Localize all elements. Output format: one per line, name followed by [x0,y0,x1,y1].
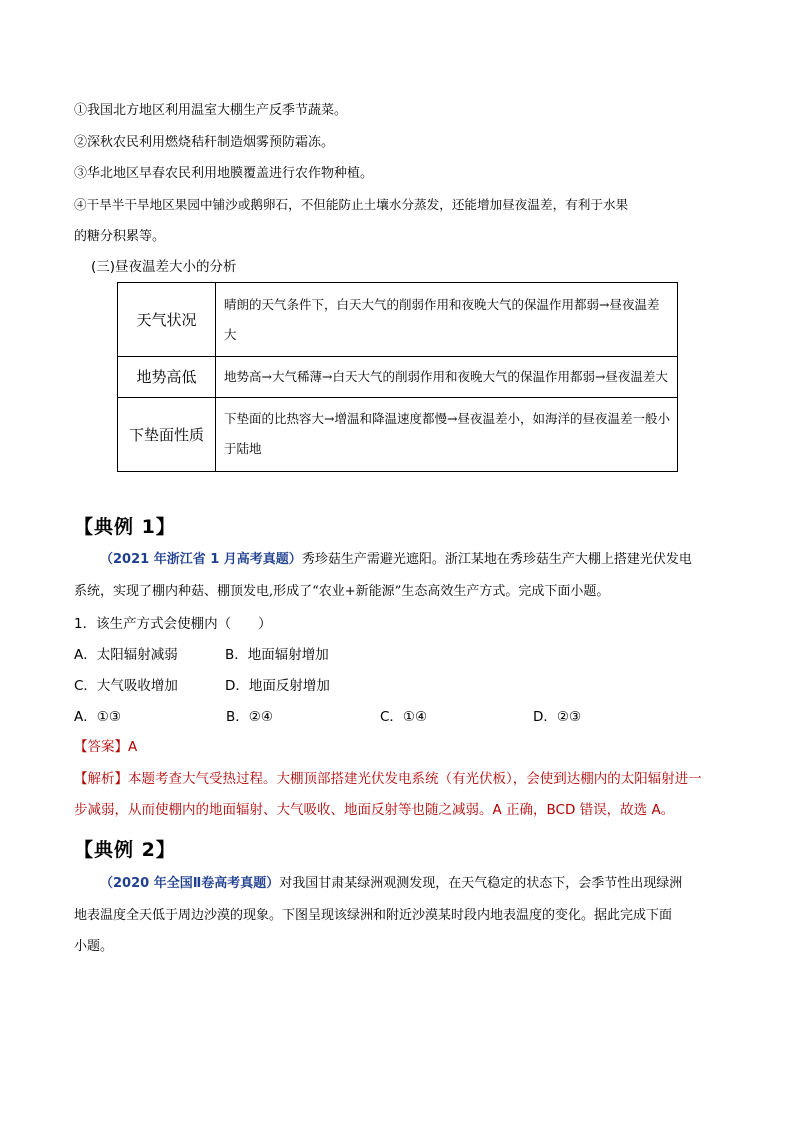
item-a: A．太阳辐射减弱 [74,647,178,663]
example-1-title: 【典例 1】 [74,516,176,538]
answer-line [74,739,137,755]
section-title: (三)昼夜温差大小的分析 [91,259,237,275]
desc-cell: 下垫面的比热容大→增温和降温速度都慢→昼夜温差小，如海洋的昼夜温差一般小于陆地 [216,397,678,471]
example-2-intro [100,876,682,892]
example-1-intro-text: 秀珍菇生产需避光遮阳。浙江某地在秀珍菇生产大棚上搭建光伏发电 [301,552,692,567]
example-2-intro-text: 对我国甘肃某绿洲观测发现，在天气稳定的状态下，会季节性出现绿洲 [279,876,683,891]
temperature-range-table [117,282,678,472]
measure-3: ③华北地区早春农民利用地膜覆盖进行农作物种植。 [74,166,374,181]
measure-2: ②深秋农民利用燃烧秸秆制造烟雾预防霜冻。 [74,135,335,150]
option-c: C．①④ [380,709,428,725]
factor-cell: 地势高低 [118,357,216,397]
desc-cell: 晴朗的天气条件下，白天大气的削弱作用和夜晚大气的保温作用都弱→昼夜温差大 [216,283,678,357]
answer-label: 【答案】 [74,739,128,755]
analysis-line1 [74,771,702,787]
measure-4-cont: 的糖分积累等。 [74,229,166,244]
example-1-question: 1．该生产方式会使棚内（ ） [74,616,272,632]
analysis-line2: 步减弱，从而使棚内的地面辐射、大气吸收、地面反射等也随之减弱。A 正确，BCD 错误，故选 A。 [74,802,675,818]
analysis-text: 本题考查大气受热过程。大棚顶部搭建光伏发电系统（有光伏板），会使到达棚内的太阳辐射进一 [128,771,702,787]
example-2-title: 【典例 2】 [74,839,176,861]
table-row [118,357,678,397]
option-d: D．②③ [533,709,582,725]
example-2-intro-line2: 地表温度全天低于周边沙漠的现象。下图呈现该绿洲和附近沙漠某时段内地表温度的变化。据此完成下面 [74,908,673,923]
factor-cell: 下垫面性质 [118,397,216,471]
example-1-source: （2021 年浙江省 1 月高考真题） [100,552,302,567]
option-a: A．①③ [74,709,121,725]
measure-4: ④干旱半干旱地区果园中铺沙或鹅卵石，不但能防止土壤水分蒸发，还能增加昼夜温差，有利于水果 [74,197,629,212]
table-row [118,397,678,471]
example-2-intro-line3: 小题。 [74,939,114,954]
desc-cell: 地势高→大气稀薄→白天大气的削弱作用和夜晚大气的保温作用都弱→昼夜温差大 [216,357,678,397]
item-c: C．大气吸收增加 [74,678,178,694]
factor-cell: 天气状况 [118,283,216,357]
table-row [118,283,678,357]
item-d: D．地面反射增加 [225,678,330,694]
item-b: B．地面辐射增加 [225,647,329,663]
example-2-source: （2020 年全国Ⅱ卷高考真题） [100,876,280,891]
option-b: B．②④ [226,709,273,725]
measure-1: ①我国北方地区利用温室大棚生产反季节蔬菜。 [74,103,348,118]
analysis-label: 【解析】 [74,771,128,787]
example-1-intro [100,552,692,568]
example-1-intro-line2: 系统，实现了棚内种菇、棚顶发电,形成了“农业+新能源”生态高效生产方式。完成下面小题。 [74,584,610,599]
answer-value: A [128,739,138,755]
